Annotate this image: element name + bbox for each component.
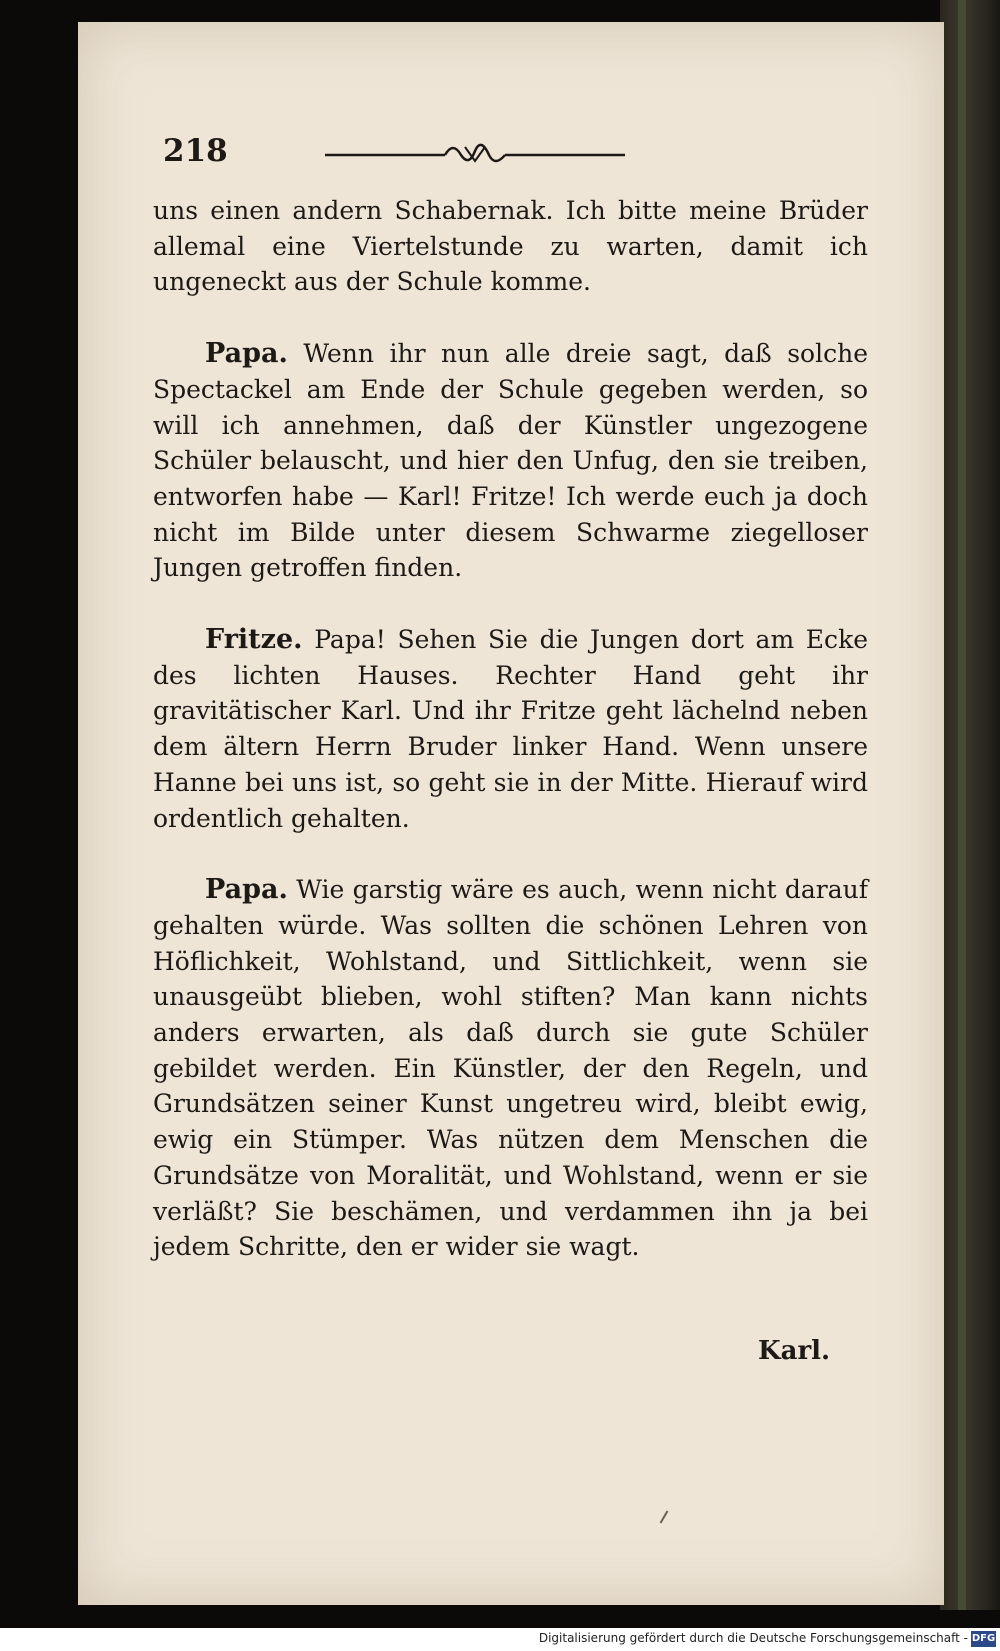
book-edge-strip bbox=[958, 0, 966, 1610]
page-header bbox=[163, 133, 723, 173]
speaker-label: Papa. bbox=[205, 338, 288, 370]
dfg-logo-icon: DFG bbox=[971, 1631, 996, 1647]
paragraph-2 bbox=[153, 336, 868, 586]
header-ornament-icon bbox=[325, 133, 625, 169]
paragraph-1 bbox=[153, 193, 868, 300]
page-number: 218 bbox=[163, 133, 228, 169]
footer-bar bbox=[0, 1628, 1000, 1651]
speaker-label: Papa. bbox=[205, 874, 288, 906]
speaker-label: Fritze. bbox=[205, 624, 303, 656]
catchword: Karl. bbox=[758, 1336, 831, 1366]
footer-credit: Digitalisierung gefördert durch die Deutsche Forschungsgemeinschaft - bbox=[538, 1631, 968, 1645]
text-block bbox=[153, 193, 868, 1301]
paragraph-text: Papa! Sehen Sie die Jungen dort am Ecke des lichten Hauses. Rechter Hand geht ihr gravitätischer Karl. Und ihr Fritze geht lächelnd neben dem ältern Herrn Bruder linker Hand. Wenn unsere Hanne bei uns ist, so geht sie in der Mitte. Hierauf wird ordentlich gehalten. bbox=[153, 625, 869, 833]
paragraph-text: Wenn ihr nun alle dreie sagt, daß solche Spectackel am Ende der Schule gegeben werden, so will ich annehmen, daß der Künstler ungezogene Schüler belauscht, und hier den Unfug, den sie treiben, entworfen habe — Karl! Fritze! Ich werde euch ja doch nicht im Bilde unter diesem Schwarme ziegelloser Jungen getroffen finden. bbox=[153, 339, 868, 583]
paragraph-3 bbox=[153, 622, 868, 836]
paragraph-text: uns einen andern Schabernak. Ich bitte meine Brüder allemal eine Viertelstunde zu warten, damit ich ungeneckt aus der Schule komme. bbox=[153, 196, 868, 297]
paragraph-4 bbox=[153, 872, 868, 1265]
book-edge bbox=[940, 0, 1000, 1610]
paragraph-text: Wie garstig wäre es auch, wenn nicht darauf gehalten würde. Was sollten die schönen Lehren von Höflichkeit, Wohlstand, und Sittlichkeit, wenn sie unausgeübt blieben, wohl stiften? Man kann nichts anders erwarten, als daß durch sie gute Schüler gebildet werden. Ein Künstler, der den Regeln, und Grundsätzen seiner Kunst ungetreu wird, bleibt ewig, ewig ein Stümper. Was nützen dem Menschen die Grundsätze von Moralität, und Wohlstand, wenn er sie verläßt? Sie beschämen, und verdammen ihn ja bei jedem Schritte, den er wider sie wagt. bbox=[153, 875, 868, 1262]
